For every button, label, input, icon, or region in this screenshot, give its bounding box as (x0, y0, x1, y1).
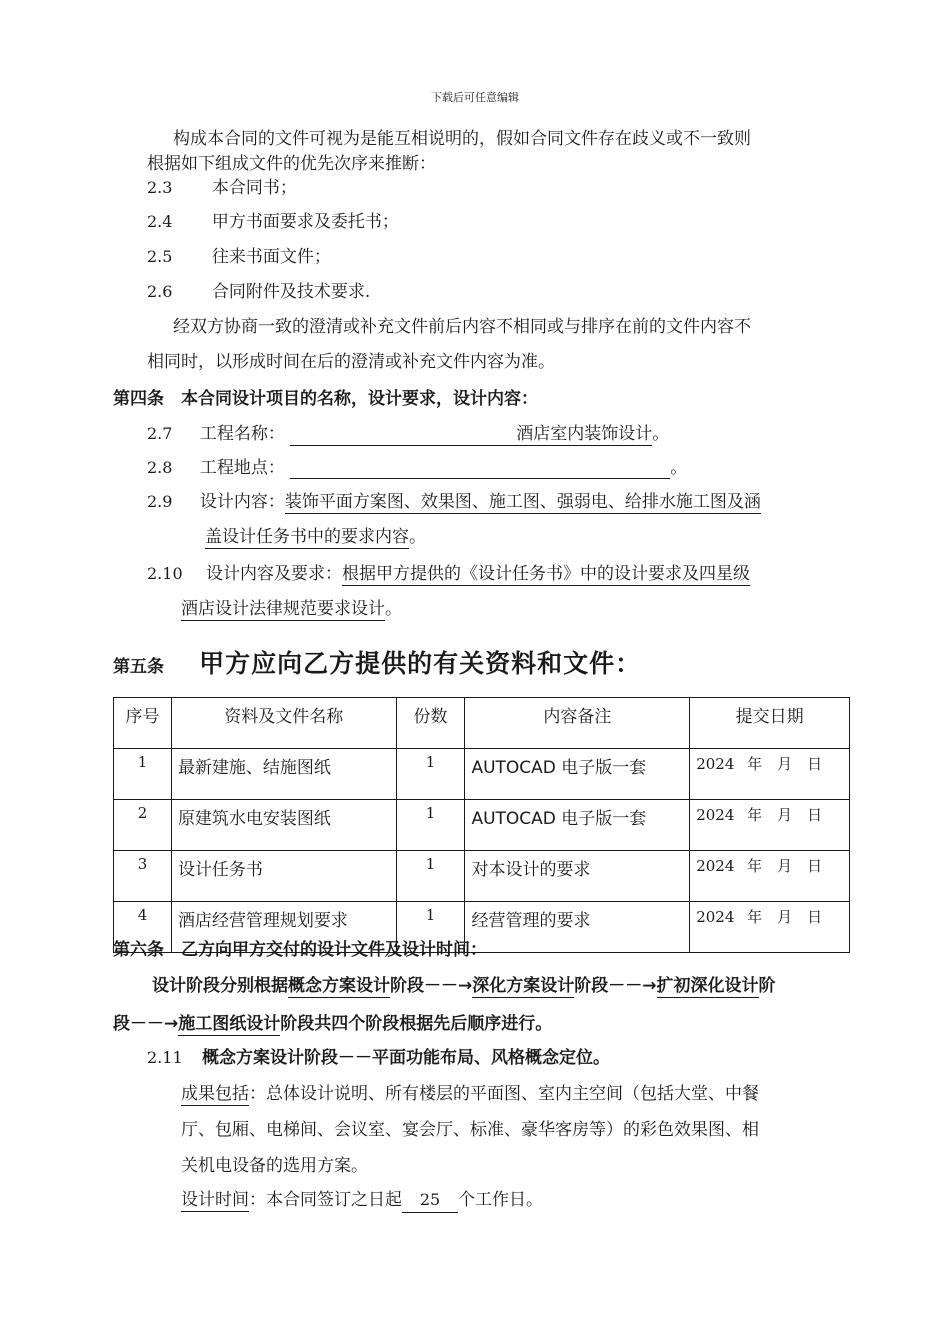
flow-arrow-text: 段－－→ (113, 1014, 179, 1034)
phase-construction: 施工图纸设计 (178, 1014, 281, 1034)
cell-copies: 1 (396, 749, 465, 800)
item-number: 2.6 (147, 282, 173, 301)
result-line-2: 厅、包厢、电梯间、会议室、宴会厅、标准、豪华客房等）的彩色效果图、相 (181, 1120, 759, 1140)
cell-date: 2024 年 月 日 (690, 749, 850, 800)
design-requirements-row (147, 563, 750, 585)
cell-no: 3 (114, 851, 172, 902)
article-4-title: 第四条 本合同设计项目的名称，设计要求，设计内容： (113, 389, 538, 409)
design-requirements-line-1: 根据甲方提供的《设计任务书》中的设计要求及四星级 (342, 564, 751, 584)
result-label: 成果包括 (181, 1084, 249, 1104)
flow-text: 阶 (758, 976, 776, 996)
cell-date: 2024 年 月 日 (690, 902, 850, 953)
flow-arrow-text: 阶段－－→ (574, 976, 657, 996)
item-number: 2.3 (147, 178, 173, 197)
design-content-label: 设计内容： (199, 492, 285, 512)
header-date: 提交日期 (690, 698, 850, 749)
design-time-text: ：本合同签订之日起 (249, 1190, 402, 1210)
project-site-row (147, 457, 687, 479)
cell-name: 最新建施、结施图纸 (171, 749, 396, 800)
project-site-label: 工程地点： (199, 458, 285, 478)
cell-no: 2 (114, 800, 172, 851)
cell-remark: 经营管理的要求 (465, 902, 690, 953)
flow-arrow-text: 阶段－－→ (390, 976, 473, 996)
flow-text: 阶段共四个阶段根据先后顺序进行。 (280, 1014, 553, 1034)
phase-deepening: 深化方案设计 (472, 976, 575, 996)
item-number: 2.7 (147, 424, 173, 443)
design-time-label: 设计时间 (181, 1190, 249, 1210)
intro-line-1: 构成本合同的文件可视为是能互相说明的，假如合同文件存在歧义或不一致则 (173, 129, 751, 149)
article-5-label: 第五条 (113, 657, 164, 677)
table-header-row (114, 698, 850, 749)
materials-table (113, 697, 850, 953)
cell-date: 2024 年 月 日 (690, 851, 850, 902)
list-item (147, 211, 399, 233)
cell-name: 酒店经营管理规划要求 (171, 902, 396, 953)
article-5-heading (113, 644, 641, 680)
item-number: 2.8 (147, 458, 173, 477)
cell-name: 原建筑水电安装图纸 (171, 800, 396, 851)
article-6-title: 第六条 乙方向甲方交付的设计文件及设计时间： (113, 940, 487, 960)
result-line-3: 关机电设备的选用方案。 (181, 1156, 368, 1176)
period: 。 (385, 599, 402, 619)
page-header-note: 下载后可任意编辑 (431, 91, 519, 104)
design-time-end: 个工作日。 (458, 1190, 543, 1210)
design-content-line-1: 装饰平面方案图、效果图、施工图、强弱电、给排水施工图及涵 (284, 492, 761, 512)
result-line-1 (181, 1083, 759, 1105)
cell-date: 2024 年 月 日 (690, 800, 850, 851)
header-no: 序号 (114, 698, 172, 749)
concept-phase-row (147, 1047, 610, 1069)
design-requirements-line-2: 酒店设计法律规范要求设计 (181, 599, 385, 619)
item-number: 2.5 (147, 247, 173, 266)
design-requirements-label: 设计内容及要求： (206, 564, 343, 584)
flow-text: 设计阶段分别根据 (152, 976, 288, 996)
cell-remark: AUTOCAD 电子版一套 (465, 800, 690, 851)
project-name-value: 酒店室内装饰设计 (516, 424, 653, 444)
cell-remark: AUTOCAD 电子版一套 (465, 749, 690, 800)
cell-copies: 1 (396, 800, 465, 851)
article-5-title: 甲方应向乙方提供的有关资料和文件： (199, 649, 642, 678)
rule-line-2: 相同时，以形成时间在后的澄清或补充文件内容为准。 (147, 352, 555, 372)
table-row (114, 749, 850, 800)
intro-line-2: 根据如下组成文件的优先次序来推断： (147, 154, 436, 174)
table-row (114, 800, 850, 851)
list-item (147, 246, 331, 268)
item-text: 合同附件及技术要求. (211, 282, 371, 302)
blank-underline (290, 427, 516, 446)
phase-concept: 概念方案设计 (288, 976, 390, 996)
concept-phase-title: 概念方案设计阶段－－平面功能布局、风格概念定位。 (202, 1048, 611, 1068)
cell-no: 4 (114, 902, 172, 953)
period: 。 (652, 424, 670, 444)
project-name-row (147, 423, 669, 446)
result-text: ：总体设计说明、所有楼层的平面图、室内主空间（包括大堂、中餐 (249, 1084, 759, 1104)
project-site-blank (290, 460, 670, 479)
cell-name: 设计任务书 (171, 851, 396, 902)
list-item (147, 177, 297, 199)
header-name: 资料及文件名称 (171, 698, 396, 749)
list-item (147, 281, 370, 303)
design-content-line-2: 盖设计任务书中的要求内容 (205, 527, 409, 547)
item-number: 2.10 (147, 564, 183, 583)
rule-line-1: 经双方协商一致的澄清或补充文件前后内容不相同或与排序在前的文件内容不 (173, 317, 751, 337)
period: 。 (670, 458, 688, 478)
design-content-cont (205, 526, 426, 548)
item-text: 甲方书面要求及委托书； (211, 212, 399, 232)
phase-flow-line-2 (113, 1013, 552, 1035)
item-number: 2.11 (147, 1048, 183, 1067)
table-row (114, 851, 850, 902)
cell-copies: 1 (396, 851, 465, 902)
header-remark: 内容备注 (465, 698, 690, 749)
cell-no: 1 (114, 749, 172, 800)
design-content-row (147, 491, 761, 513)
item-number: 2.4 (147, 212, 173, 231)
header-copies: 份数 (396, 698, 465, 749)
period: 。 (409, 527, 426, 547)
cell-remark: 对本设计的要求 (465, 851, 690, 902)
item-number: 2.9 (147, 492, 173, 511)
design-requirements-cont (181, 598, 402, 620)
design-time-row (181, 1189, 543, 1213)
phase-preliminary: 扩初深化设计 (656, 976, 759, 996)
project-name-label: 工程名称： (199, 424, 285, 444)
phase-flow-line-1 (152, 975, 776, 997)
cell-copies: 1 (396, 902, 465, 953)
item-text: 本合同书； (211, 178, 297, 198)
design-time-days: 25 (402, 1189, 458, 1213)
item-text: 往来书面文件； (211, 247, 331, 267)
